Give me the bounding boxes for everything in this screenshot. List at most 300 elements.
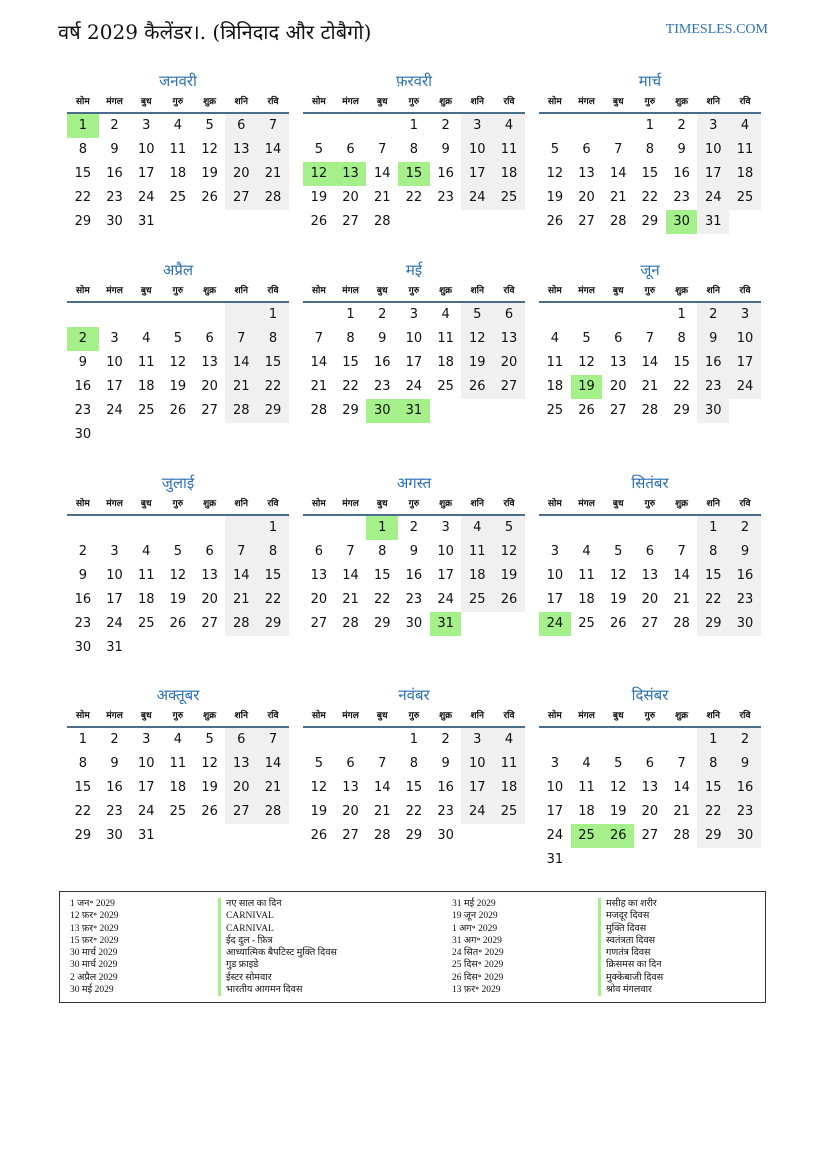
- weekday-label: गुरु: [644, 499, 656, 509]
- day-cell: 19: [609, 592, 627, 607]
- day-cell: 6: [645, 544, 655, 559]
- weekday-label: सोम: [75, 286, 90, 296]
- day-cell: 30: [74, 427, 92, 442]
- day-cell: 26: [609, 616, 627, 631]
- weekday-label: बुध: [376, 97, 388, 107]
- month-block: [539, 259, 761, 423]
- day-cell: 30: [74, 640, 92, 655]
- day-cell: 9: [409, 544, 419, 559]
- day-cell: 29: [405, 828, 423, 843]
- day-cell: 26: [201, 804, 218, 819]
- holiday-name: आध्यात्मिक बैपटिस्ट मुक्ति दिवस: [218, 947, 337, 959]
- holiday-name: मुक्केबाजी दिवस: [598, 972, 663, 984]
- day-cell: 10: [405, 331, 423, 346]
- weekday-label: बुध: [612, 286, 624, 296]
- day-cell: 2: [441, 118, 450, 133]
- day-cell: 8: [257, 540, 289, 564]
- day-cell: 9: [677, 142, 686, 157]
- day-grid: [67, 114, 289, 234]
- day-cell: 4: [550, 331, 559, 346]
- weekday-header: [67, 706, 289, 728]
- day-cell: 8: [697, 540, 729, 564]
- day-cell: 22: [405, 190, 423, 205]
- day-cell: 29: [373, 616, 391, 631]
- weekday-label: गुरु: [172, 711, 184, 721]
- day-cell: 6: [314, 544, 323, 559]
- month-block: [303, 259, 525, 423]
- weekday-label: सोम: [547, 499, 562, 509]
- day-cell: 23: [437, 804, 454, 819]
- holiday-name: मुक्ति दिवस: [598, 923, 663, 935]
- day-cell: 15: [373, 568, 391, 583]
- day-cell: 12: [493, 540, 525, 564]
- day-cell: 2: [677, 118, 686, 133]
- day-cell: 18: [493, 776, 525, 800]
- day-cell: 17: [405, 355, 423, 370]
- weekday-header: [539, 494, 761, 516]
- month-name: दिसंबर: [631, 686, 669, 704]
- holiday-day-cell: 25: [571, 824, 603, 848]
- day-cell: 31: [137, 214, 155, 229]
- weekday-label: मंगल: [106, 286, 123, 296]
- month-block: [539, 472, 761, 636]
- day-cell: 3: [550, 756, 559, 771]
- holiday-date: 30 मई 2029: [70, 985, 114, 996]
- day-cell: 2: [78, 544, 87, 559]
- day-cell: 2: [378, 307, 387, 322]
- day-cell: 6: [346, 142, 355, 157]
- weekday-label: रवि: [267, 499, 279, 509]
- weekday-label: रवि: [267, 97, 279, 107]
- weekday-label: मंगल: [106, 711, 123, 721]
- day-cell: 17: [697, 162, 729, 186]
- day-cell: 26: [169, 403, 187, 418]
- day-cell: 24: [106, 616, 123, 631]
- day-cell: 9: [441, 142, 450, 157]
- empty-cell: [162, 303, 194, 327]
- weekday-label: बुध: [612, 711, 624, 721]
- day-cell: 27: [201, 616, 218, 631]
- holiday-date: 31 मई 2029: [452, 899, 496, 909]
- day-cell: 2: [729, 728, 761, 752]
- day-cell: 15: [697, 564, 729, 588]
- site-link[interactable]: TIMESLES.COM: [665, 22, 768, 37]
- day-cell: 4: [461, 516, 493, 540]
- weekday-label: गुरु: [644, 286, 656, 296]
- day-cell: 10: [546, 568, 564, 583]
- day-cell: 25: [546, 403, 564, 418]
- day-cell: 25: [169, 804, 187, 819]
- holiday-day-cell: 1: [67, 114, 99, 138]
- day-cell: 17: [137, 780, 155, 795]
- day-cell: 9: [441, 756, 450, 771]
- day-cell: 4: [582, 756, 591, 771]
- day-cell: 26: [493, 588, 525, 612]
- day-grid: [303, 114, 525, 234]
- day-cell: 18: [578, 592, 595, 607]
- day-cell: 7: [378, 142, 387, 157]
- day-cell: 15: [673, 355, 690, 370]
- empty-cell: [634, 303, 666, 327]
- day-cell: 27: [201, 403, 218, 418]
- empty-cell: [539, 728, 571, 752]
- weekday-label: सोम: [547, 286, 562, 296]
- empty-cell: [303, 303, 335, 327]
- day-cell: 20: [225, 162, 257, 186]
- holiday-name: मसीह का शरीर: [598, 898, 663, 910]
- holiday-date: 1 अग॰ 2029: [452, 923, 498, 934]
- day-cell: 5: [614, 544, 623, 559]
- weekday-label: मंगल: [578, 711, 595, 721]
- day-cell: 19: [609, 804, 627, 819]
- empty-cell: [225, 303, 257, 327]
- day-cell: 21: [673, 592, 690, 607]
- holiday-date: 1 जन॰ 2029: [70, 899, 115, 909]
- day-cell: 28: [609, 214, 627, 229]
- day-cell: 12: [461, 327, 493, 351]
- day-cell: 6: [225, 728, 257, 752]
- day-cell: 20: [641, 804, 659, 819]
- weekday-label: बुध: [376, 499, 388, 509]
- day-cell: 5: [205, 732, 214, 747]
- day-cell: 14: [225, 564, 257, 588]
- holiday-date: 30 मार्च 2029: [70, 948, 118, 959]
- weekday-label: मंगल: [342, 97, 359, 107]
- empty-cell: [335, 114, 367, 138]
- day-cell: 22: [697, 588, 729, 612]
- weekday-label: मंगल: [106, 97, 123, 107]
- weekday-label: शुक्र: [675, 499, 689, 509]
- day-cell: 2: [729, 516, 761, 540]
- day-cell: 30: [405, 616, 423, 631]
- day-cell: 11: [493, 138, 525, 162]
- holiday-dates-column-2: [452, 898, 504, 996]
- day-cell: 5: [614, 756, 623, 771]
- weekday-label: बुध: [612, 499, 624, 509]
- empty-cell: [194, 303, 226, 327]
- empty-cell: [99, 516, 131, 540]
- weekday-label: सोम: [75, 97, 90, 107]
- day-cell: 25: [437, 379, 454, 394]
- empty-cell: [162, 516, 194, 540]
- day-cell: 17: [461, 162, 493, 186]
- day-cell: 17: [729, 351, 761, 375]
- day-cell: 6: [205, 331, 214, 346]
- weekday-label: रवि: [503, 286, 515, 296]
- day-cell: 12: [609, 568, 627, 583]
- day-cell: 13: [641, 568, 659, 583]
- weekday-label: रवि: [267, 286, 279, 296]
- day-cell: 1: [697, 728, 729, 752]
- weekday-label: गुरु: [172, 97, 184, 107]
- weekday-label: बुध: [140, 97, 152, 107]
- day-cell: 20: [310, 592, 328, 607]
- day-cell: 14: [257, 752, 289, 776]
- day-cell: 11: [169, 142, 187, 157]
- day-cell: 19: [493, 564, 525, 588]
- day-cell: 14: [257, 138, 289, 162]
- day-cell: 25: [493, 186, 525, 210]
- day-cell: 3: [142, 732, 151, 747]
- day-cell: 28: [641, 403, 659, 418]
- day-cell: 7: [677, 544, 686, 559]
- holiday-date: 26 दिस॰ 2029: [452, 972, 504, 983]
- day-cell: 14: [225, 351, 257, 375]
- weekday-label: रवि: [739, 286, 751, 296]
- day-cell: 20: [342, 804, 359, 819]
- day-cell: 7: [225, 540, 257, 564]
- page-title: वर्ष 2029 कैलेंडर।. (त्रिनिदाद और टोबैगो): [58, 20, 372, 44]
- day-cell: 12: [201, 142, 218, 157]
- day-cell: 4: [142, 544, 151, 559]
- day-cell: 18: [169, 166, 187, 181]
- weekday-label: रवि: [739, 711, 751, 721]
- holiday-name: गणतंत्र दिवस: [598, 947, 663, 959]
- weekday-label: सोम: [75, 499, 90, 509]
- day-cell: 6: [346, 756, 355, 771]
- day-cell: 10: [461, 138, 493, 162]
- day-cell: 29: [673, 403, 690, 418]
- day-cell: 24: [461, 186, 493, 210]
- day-cell: 6: [225, 114, 257, 138]
- day-cell: 25: [137, 403, 155, 418]
- day-cell: 8: [78, 142, 87, 157]
- weekday-label: गुरु: [172, 499, 184, 509]
- day-cell: 6: [645, 756, 655, 771]
- holiday-day-cell: 31: [398, 399, 430, 423]
- day-cell: 18: [578, 804, 595, 819]
- empty-cell: [602, 516, 634, 540]
- weekday-label: शनि: [234, 711, 248, 721]
- day-cell: 27: [493, 375, 525, 399]
- weekday-label: गुरु: [408, 286, 420, 296]
- weekday-label: शनि: [706, 286, 720, 296]
- day-cell: 14: [373, 780, 391, 795]
- day-cell: 17: [437, 568, 454, 583]
- empty-cell: [366, 114, 398, 138]
- day-cell: 6: [205, 544, 214, 559]
- day-cell: 23: [405, 592, 423, 607]
- day-cell: 6: [582, 142, 591, 157]
- day-cell: 22: [697, 800, 729, 824]
- holiday-name: ईस्टर सोमवार: [218, 972, 337, 984]
- weekday-label: शुक्र: [203, 97, 217, 107]
- holiday-names-column-2: [598, 898, 663, 996]
- holiday-date: 19 जून 2029: [452, 911, 498, 922]
- day-cell: 7: [346, 544, 355, 559]
- holiday-name: स्वतंत्रता दिवस: [598, 935, 663, 947]
- day-cell: 16: [673, 166, 690, 181]
- weekday-label: मंगल: [578, 499, 595, 509]
- holiday-names-column-1: [218, 898, 337, 996]
- weekday-label: रवि: [267, 711, 279, 721]
- weekday-label: शनि: [234, 499, 248, 509]
- day-cell: 16: [437, 780, 454, 795]
- day-cell: 23: [74, 403, 92, 418]
- day-grid: [67, 516, 289, 660]
- day-cell: 23: [74, 616, 92, 631]
- weekday-label: रवि: [739, 499, 751, 509]
- day-cell: 9: [78, 568, 87, 583]
- day-cell: 3: [441, 520, 450, 535]
- weekday-label: शनि: [470, 711, 484, 721]
- day-cell: 27: [641, 616, 659, 631]
- empty-cell: [194, 516, 226, 540]
- day-cell: 9: [110, 756, 119, 771]
- day-cell: 23: [673, 190, 690, 205]
- empty-cell: [303, 516, 335, 540]
- day-cell: 12: [169, 355, 187, 370]
- weekday-label: रवि: [503, 499, 515, 509]
- day-cell: 15: [697, 776, 729, 800]
- weekday-label: गुरु: [172, 286, 184, 296]
- day-cell: 22: [405, 804, 423, 819]
- day-cell: 15: [74, 166, 92, 181]
- day-cell: 3: [110, 331, 119, 346]
- holiday-day-cell: 24: [539, 612, 571, 636]
- empty-cell: [571, 728, 603, 752]
- holiday-name: क्रिसमस का दिन: [598, 959, 663, 971]
- day-cell: 12: [201, 756, 218, 771]
- month-name: सितंबर: [631, 474, 669, 492]
- empty-cell: [539, 303, 571, 327]
- day-cell: 12: [578, 355, 595, 370]
- day-cell: 10: [729, 327, 761, 351]
- day-cell: 25: [578, 616, 595, 631]
- day-cell: 29: [257, 399, 289, 423]
- day-cell: 28: [673, 828, 690, 843]
- day-cell: 30: [729, 824, 761, 848]
- day-cell: 19: [201, 780, 218, 795]
- day-cell: 16: [106, 780, 123, 795]
- day-cell: 2: [441, 732, 450, 747]
- day-cell: 15: [74, 780, 92, 795]
- weekday-label: शनि: [470, 97, 484, 107]
- day-cell: 4: [493, 728, 525, 752]
- day-cell: 3: [461, 728, 493, 752]
- day-cell: 24: [461, 800, 493, 824]
- day-cell: 8: [697, 752, 729, 776]
- day-cell: 11: [729, 138, 761, 162]
- day-cell: 22: [74, 804, 92, 819]
- weekday-label: शुक्र: [203, 286, 217, 296]
- day-cell: 18: [169, 780, 187, 795]
- day-cell: 22: [74, 190, 92, 205]
- holiday-name: मजदूर दिवस: [598, 910, 663, 922]
- month-block: [67, 259, 289, 447]
- day-cell: 23: [729, 800, 761, 824]
- day-cell: 14: [310, 355, 328, 370]
- day-cell: 7: [645, 331, 655, 346]
- day-cell: 20: [609, 379, 627, 394]
- day-cell: 8: [645, 142, 655, 157]
- day-cell: 23: [373, 379, 391, 394]
- month-name: अक्तूबर: [156, 686, 200, 704]
- weekday-label: शुक्र: [675, 286, 689, 296]
- day-cell: 24: [405, 379, 423, 394]
- holiday-name: श्रोव मंगलवार: [598, 984, 663, 996]
- day-cell: 13: [342, 780, 359, 795]
- day-cell: 11: [578, 568, 595, 583]
- day-cell: 27: [578, 214, 595, 229]
- day-cell: 18: [493, 162, 525, 186]
- weekday-header: [539, 706, 761, 728]
- day-cell: 16: [437, 166, 454, 181]
- day-cell: 27: [342, 214, 359, 229]
- empty-cell: [602, 728, 634, 752]
- day-cell: 11: [461, 540, 493, 564]
- day-cell: 14: [673, 780, 690, 795]
- day-grid: [303, 728, 525, 848]
- weekday-header: [67, 92, 289, 114]
- day-cell: 9: [378, 331, 387, 346]
- day-cell: 29: [74, 214, 92, 229]
- day-cell: 11: [493, 752, 525, 776]
- day-cell: 21: [310, 379, 328, 394]
- holiday-date: 25 दिस॰ 2029: [452, 960, 504, 971]
- day-cell: 24: [729, 375, 761, 399]
- day-cell: 21: [342, 592, 359, 607]
- day-cell: 18: [546, 379, 564, 394]
- day-cell: 22: [373, 592, 391, 607]
- day-cell: 10: [106, 355, 123, 370]
- day-cell: 23: [729, 588, 761, 612]
- day-cell: 5: [493, 516, 525, 540]
- day-cell: 3: [550, 544, 559, 559]
- day-cell: 19: [169, 592, 187, 607]
- day-cell: 20: [641, 592, 659, 607]
- day-cell: 13: [493, 327, 525, 351]
- weekday-label: शनि: [234, 97, 248, 107]
- month-block: [539, 70, 761, 234]
- holiday-name: ईद दुल - फ़ित्र: [218, 935, 337, 947]
- weekday-label: सोम: [311, 711, 326, 721]
- day-cell: 16: [74, 592, 92, 607]
- day-cell: 28: [342, 616, 359, 631]
- holiday-day-cell: 1: [366, 516, 398, 540]
- empty-cell: [666, 728, 698, 752]
- day-cell: 14: [673, 568, 690, 583]
- empty-cell: [335, 728, 367, 752]
- day-cell: 28: [225, 612, 257, 636]
- day-cell: 29: [74, 828, 92, 843]
- month-name: फ़रवरी: [395, 72, 433, 90]
- day-cell: 22: [257, 375, 289, 399]
- day-cell: 24: [697, 186, 729, 210]
- day-cell: 13: [225, 752, 257, 776]
- weekday-header: [303, 281, 525, 303]
- day-cell: 21: [373, 190, 391, 205]
- day-cell: 21: [673, 804, 690, 819]
- day-cell: 14: [373, 166, 391, 181]
- day-cell: 12: [609, 780, 627, 795]
- weekday-label: शुक्र: [203, 499, 217, 509]
- weekday-label: बुध: [140, 286, 152, 296]
- day-cell: 17: [106, 592, 123, 607]
- day-cell: 8: [409, 142, 419, 157]
- month-name: नवंबर: [398, 686, 430, 704]
- empty-cell: [602, 114, 634, 138]
- day-cell: 17: [137, 166, 155, 181]
- day-grid: [67, 303, 289, 447]
- day-cell: 29: [257, 612, 289, 636]
- day-cell: 17: [546, 592, 564, 607]
- day-cell: 29: [697, 612, 729, 636]
- empty-cell: [634, 516, 666, 540]
- day-cell: 10: [106, 568, 123, 583]
- day-cell: 16: [697, 351, 729, 375]
- day-cell: 31: [137, 828, 155, 843]
